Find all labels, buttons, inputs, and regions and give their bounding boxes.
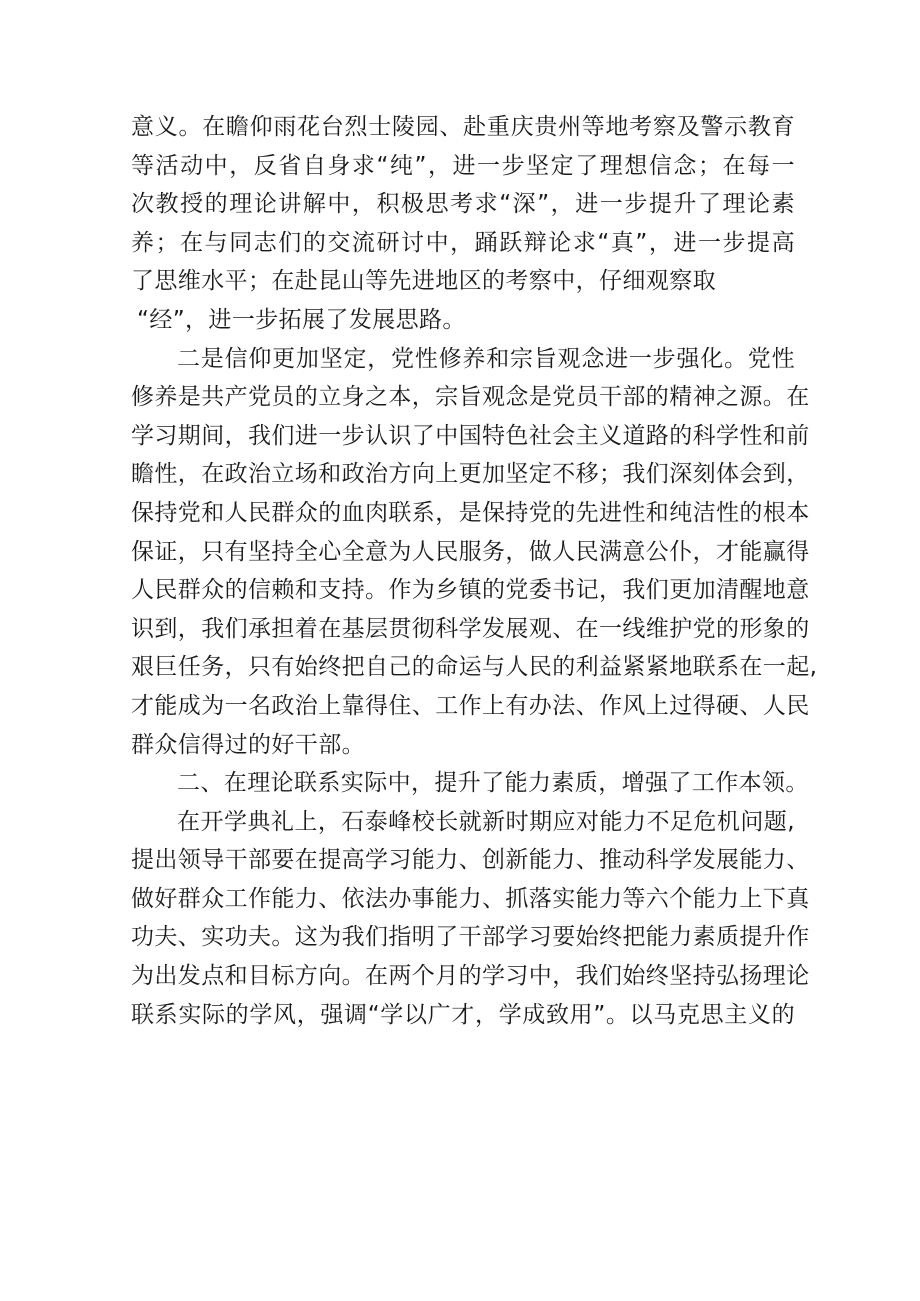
text-line: 做好群众工作能力、依法办事能力、抓落实能力等六个能力上下真 [131, 885, 810, 912]
paragraph-3 [131, 803, 810, 1035]
paragraph-2 [131, 340, 818, 765]
text-line: 意义。在瞻仰雨花台烈士陵园、赴重庆贵州等地考察及警示教育 [131, 114, 795, 140]
text-line: 保持党和人民群众的血肉联系，是保持党的先进性和纯洁性的根本 [131, 499, 810, 526]
text-line: 瞻性，在政治立场和政治方向上更加坚定不移；我们深刻体会到， [131, 461, 810, 488]
text-line: 功夫、实功夫。这为我们指明了干部学习要始终把能力素质提升作 [131, 924, 810, 951]
text-line: 群众信得过的好干部。 [131, 731, 365, 758]
text-line: 在开学典礼上，石泰峰校长就新时期应对能力不足危机问题, [177, 808, 795, 835]
text-line: 保证，只有坚持全心全意为人民服务，做人民满意公仆，才能赢得 [131, 538, 810, 565]
text-line: 为出发点和目标方向。在两个月的学习中，我们始终坚持弘扬理论 [131, 963, 810, 990]
text-line: 养；在与同志们的交流研讨中，踊跃辩论求“真”，进一步提高 [131, 229, 795, 256]
section-heading-2 [131, 764, 809, 803]
text-line: 二是信仰更加坚定，党性修养和宗旨观念进一步强化。党性 [177, 345, 795, 372]
text-line: 等活动中，反省自身求“纯”，进一步坚定了理想信念；在每一 [131, 152, 795, 179]
text-line: 才能成为一名政治上靠得住、工作上有办法、作风上过得硬、人民 [131, 692, 810, 719]
text-line: 学习期间，我们进一步认识了中国特色社会主义道路的科学性和前 [131, 422, 810, 449]
text-line: “经”，进一步拓展了发展思路。 [137, 306, 466, 333]
text-line: 人民群众的信赖和支持。作为乡镇的党委书记，我们更加清醒地意 [131, 577, 810, 604]
section-heading: 二、在理论联系实际中，提升了能力素质，增强了工作本领。 [177, 770, 809, 797]
text-line: 识到，我们承担着在基层贯彻科学发展观、在一线维护党的形象的 [131, 615, 810, 642]
text-line: 次教授的理论讲解中，积极思考求“深”，进一步提升了理论素 [131, 191, 795, 218]
paragraph-1 [131, 108, 795, 340]
text-line: 了思维水平；在赴昆山等先进地区的考察中，仔细观察取 [131, 268, 716, 295]
document-body [131, 108, 818, 1034]
text-line: 联系实际的学风，强调“学以广才，学成致用”。以马克思主义的 [131, 1001, 795, 1028]
text-line: 修养是共产党员的立身之本，宗旨观念是党员干部的精神之源。在 [131, 384, 810, 411]
text-line: 提出领导干部要在提高学习能力、创新能力、推动科学发展能力、 [131, 847, 810, 874]
text-line: 艰巨任务，只有始终把自己的命运与人民的利益紧紧地联系在一起, [131, 654, 818, 681]
